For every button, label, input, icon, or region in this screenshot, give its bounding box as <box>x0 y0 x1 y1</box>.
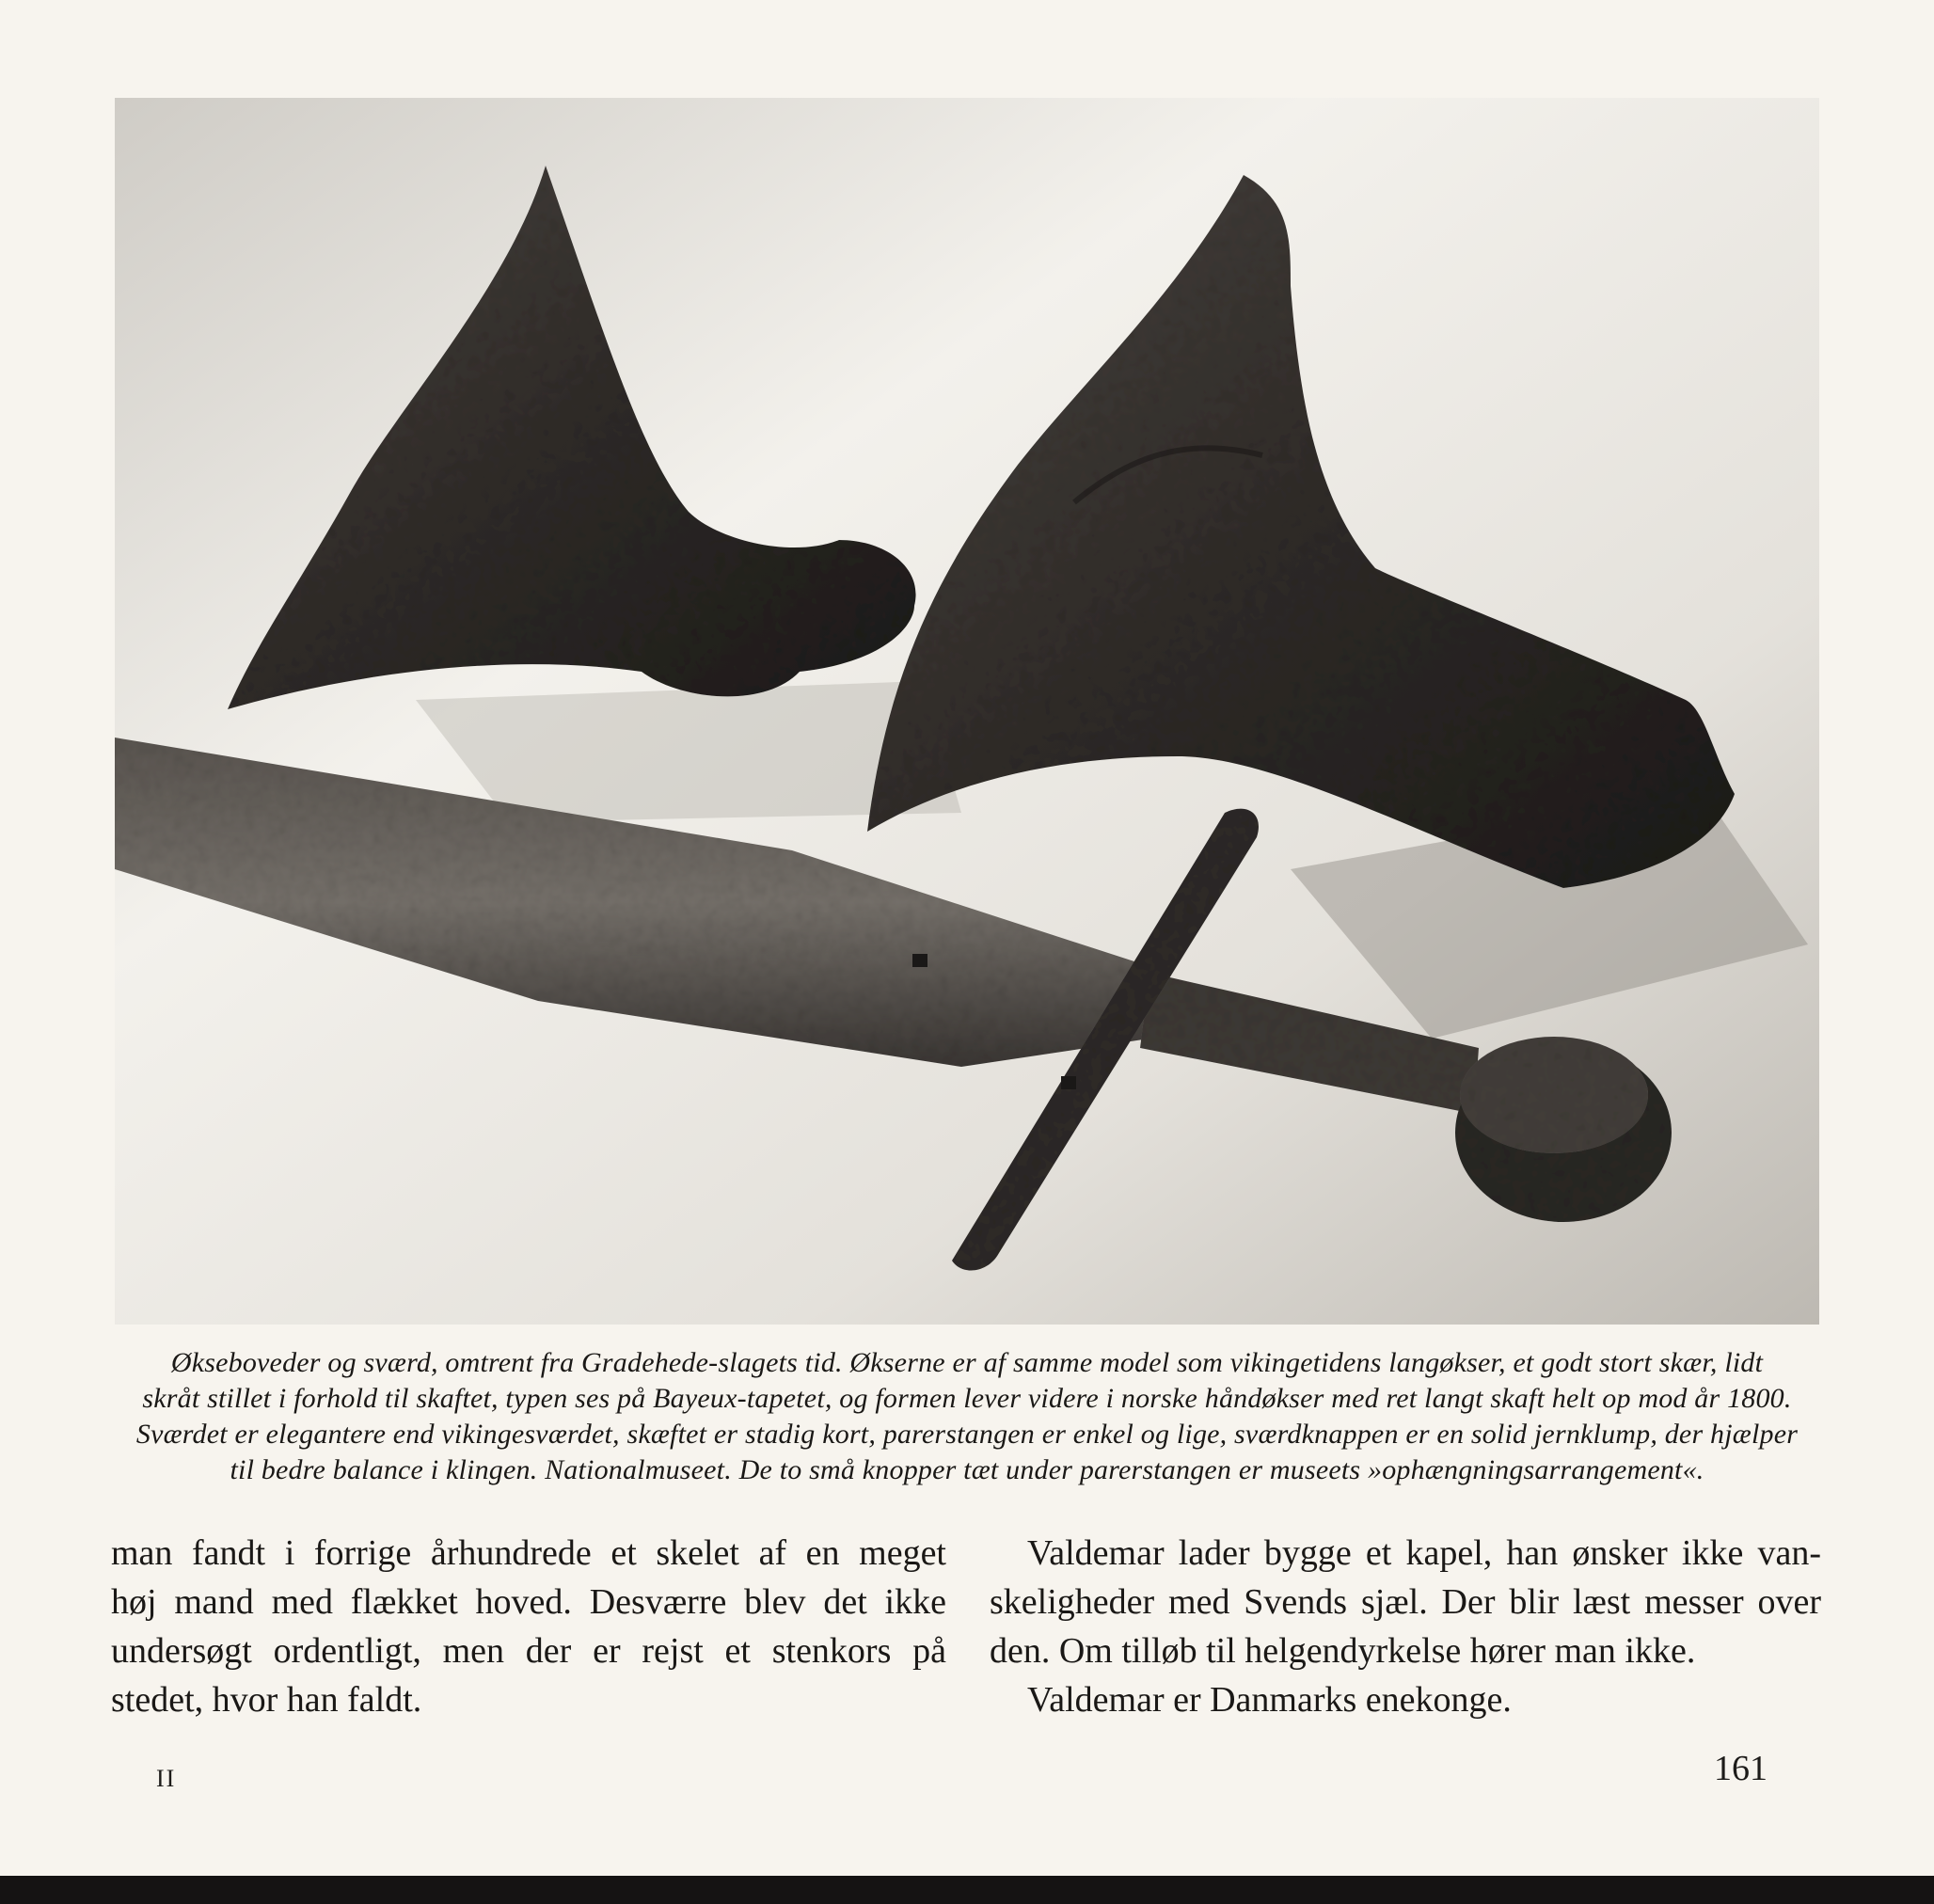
page-number: 161 <box>1714 1749 1768 1788</box>
signature-mark: II <box>156 1765 177 1792</box>
text-line: skeligheder med Svends sjæl. Der blir læst messer over <box>990 1582 1821 1622</box>
body-text-left-column <box>111 1529 946 1724</box>
caption-line: til bedre balance i klingen. Nationalmuseet. De to små knopper tæt under parerstangen er museets »ophængningsarrangement«. <box>230 1454 1704 1485</box>
caption-line: Sværdet er elegantere end vikingesværdet, skæftet er stadig kort, parerstangen er enkel og lige, sværdknappen er en solid jernklump, der hjælper <box>135 1419 1799 1450</box>
artifact-photograph <box>115 98 1819 1325</box>
photo-caption <box>111 1345 1823 1488</box>
text-line: Valdemar er Danmarks enekonge. <box>1027 1680 1512 1720</box>
caption-line: skråt stillet i forhold til skaftet, typen ses på Bayeux-tapetet, og formen lever videre i norske håndøkser med ret langt skaft helt op mod år 1800. <box>142 1383 1792 1414</box>
body-text-right-column <box>990 1529 1821 1724</box>
text-line: den. Om tilløb til helgendyrkelse hører man ikke. <box>990 1631 1696 1671</box>
text-line: Valdemar lader bygge et kapel, han ønsker ikke van- <box>1027 1533 1821 1573</box>
caption-line: Økseboveder og sværd, omtrent fra Gradehede-slagets tid. Økserne er af samme model som vikingetidens langøkser, et godt stort skær, lidt <box>170 1347 1764 1378</box>
axe-and-sword-image <box>115 98 1819 1325</box>
text-line: undersøgt ordentligt, men der er rejst et stenkors på <box>111 1631 946 1671</box>
text-line: man fandt i forrige århundrede et skelet af en meget <box>111 1533 946 1573</box>
text-line: stedet, hvor han faldt. <box>111 1680 422 1720</box>
text-line: høj mand med flækket hoved. Desværre blev det ikke <box>111 1582 946 1622</box>
scan-edge <box>0 1876 1934 1904</box>
